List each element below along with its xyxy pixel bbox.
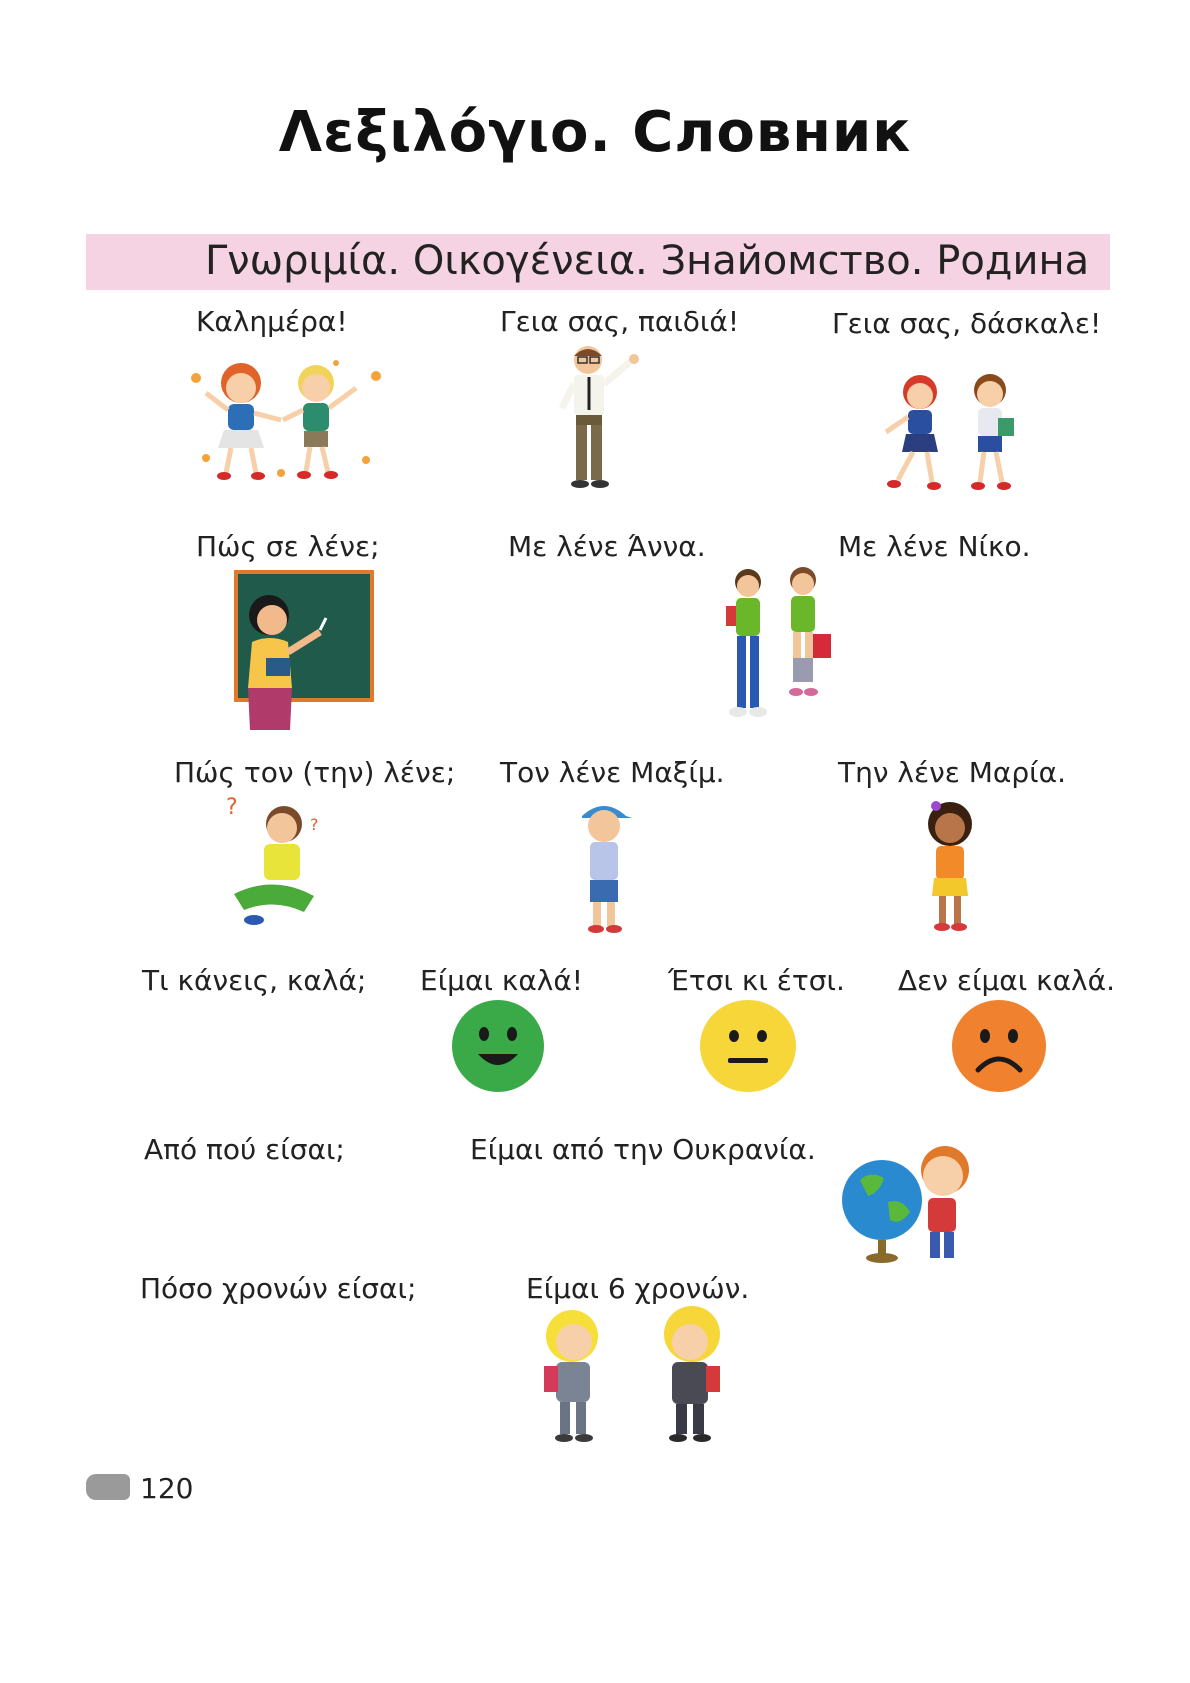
phrase-what-is-his-her-name: Πώς τον (την) λένε; [174, 756, 456, 789]
phrase-how-are-you: Τι κάνεις, καλά; [142, 964, 367, 997]
schoolkids-illustration [880, 372, 1030, 497]
phrase-i-am-from-ukraine: Είμαι από την Ουκρανία. [470, 1133, 816, 1166]
boy-with-globe-illustration [840, 1140, 980, 1268]
phrase-i-am-6-years-old: Είμαι 6 χρονών. [526, 1272, 750, 1305]
phrase-where-are-you-from: Από πού είσαι; [144, 1133, 345, 1166]
thinking-boy-illustration [224, 796, 334, 932]
phrase-how-old-are-you: Πόσο χρονών είσαι; [140, 1272, 417, 1305]
phrase-her-name-maria: Την λένε Μαρία. [838, 756, 1066, 789]
phrase-so-so: Έτσι κι έτσι. [668, 964, 845, 997]
girl-maria-illustration [914, 796, 986, 934]
phrase-my-name-anna: Με λένε Άννα. [508, 530, 706, 563]
phrase-my-name-niko: Με λένε Νίκο. [838, 530, 1031, 563]
svg-text:?: ? [226, 795, 238, 820]
page-number: 120 [140, 1472, 194, 1505]
phrase-hello-children: Γεια σας, παιδιά! [500, 305, 740, 338]
phrase-hello-teacher: Γεια σας, δάσκαλε! [832, 307, 1102, 340]
boy-maksim-illustration [570, 796, 640, 934]
teacher-chalkboard-illustration [234, 570, 374, 732]
sad-face-icon [952, 1000, 1046, 1092]
phrase-what-is-your-name: Πώς σε λένε; [196, 530, 380, 563]
phrase-good-morning: Καλημέρα! [196, 305, 348, 338]
kids-greeting-illustration [186, 348, 386, 488]
phrase-i-am-fine: Είμαι καλά! [420, 964, 584, 997]
teacher-illustration [550, 342, 650, 492]
neutral-face-icon [700, 1000, 796, 1092]
phrase-his-name-maksim: Τον λένε Μαξίμ. [500, 756, 725, 789]
students-illustration [718, 566, 838, 726]
page-title: Λεξιλόγιο. Словник [278, 100, 912, 165]
section-title: Γνωριμία. Οικογένεια. Знайомство. Родина [205, 238, 1090, 284]
blond-kids-illustration [530, 1306, 740, 1446]
phrase-not-fine: Δεν είμαι καλά. [898, 964, 1115, 997]
page-number-tab [86, 1474, 130, 1500]
svg-text:?: ? [310, 815, 319, 834]
happy-face-icon [452, 1000, 544, 1092]
